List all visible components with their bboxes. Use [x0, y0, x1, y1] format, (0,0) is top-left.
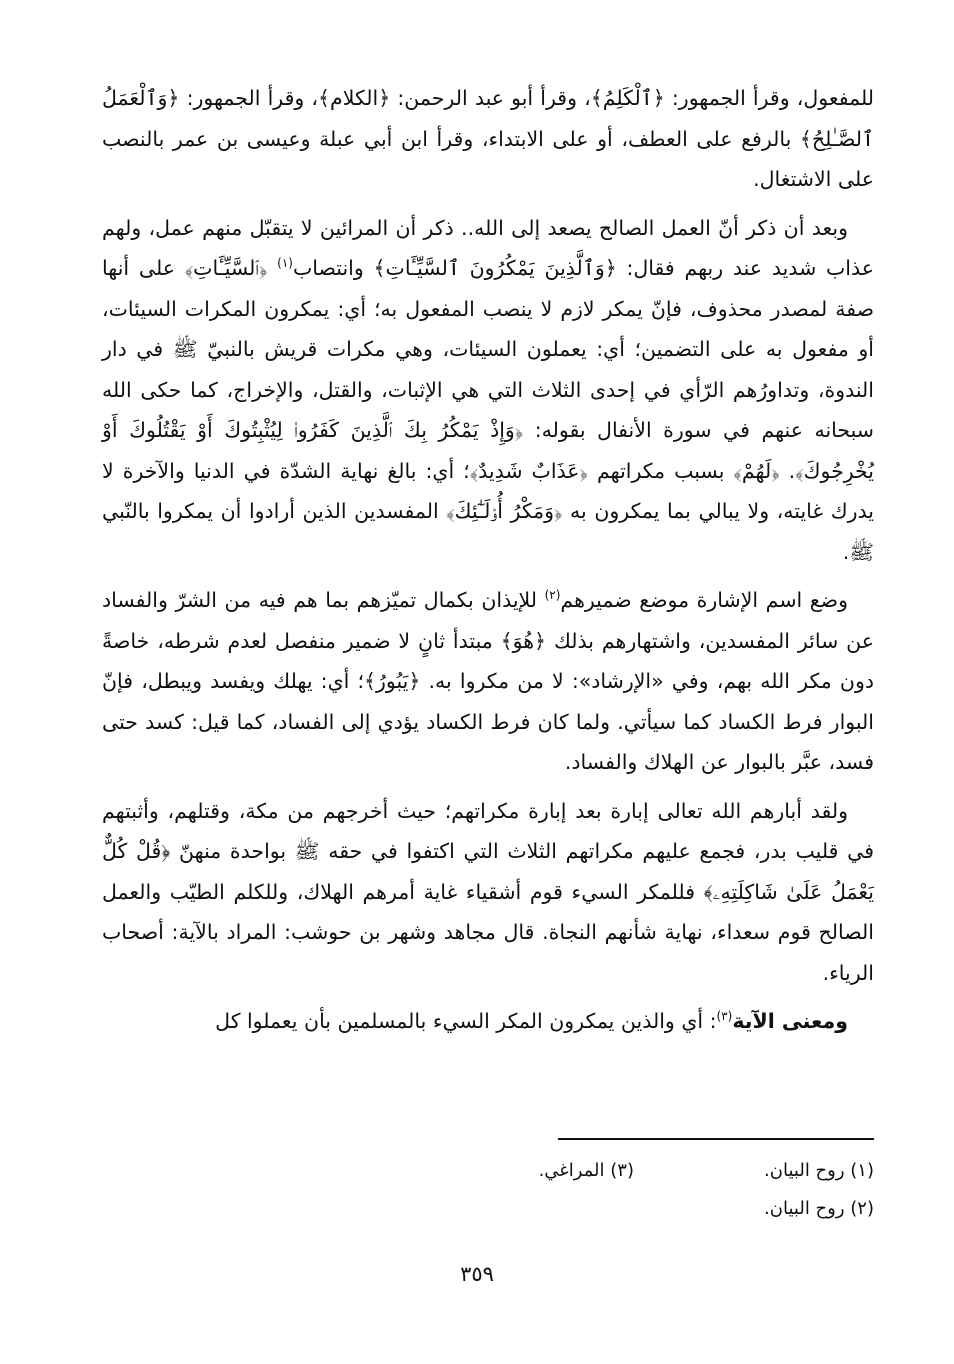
footnote-ref-3: (٣)	[716, 1009, 733, 1024]
paragraph-3-text-b: للإيذان بكمال تميّزهم بما هم فيه من الشرّ والفساد عن سائر المفسدين، واشتهارهم بذلك ﴿هُوَ﴾ مبتدأ ثانٍ لا ضمير منفصل لعدم شرطه، خاصةً دون مكر الله بهم، وفي «الإرشاد»: لا من مكروا به. ﴿يَبُورُ﴾؛ أي: يهلك ويفسد ويبطل، فإنّ البوار فرط الكساد كما سيأتي. ولما كان فرط الكساد يؤدي إلى الفساد، كما قيل: كسد حتى فسد، عبَّر بالبوار عن الهلاك والفساد.	[102, 588, 874, 774]
footnote-row-2	[314, 1190, 874, 1228]
paragraph-1-text: للمفعول، وقرأ الجمهور: ﴿ٱلْكَلِمُ﴾، وقرأ أبو عبد الرحمن: ﴿الكلام﴾، وقرأ الجمهور: ﴿وَٱلْعَمَلُ ٱلصَّـٰلِحُ﴾ بالرفع على العطف، أو على الابتداء، وقرأ ابن أبي عبلة وعيسى بن عمر بالنصب على الاشتغال.	[102, 86, 874, 191]
paragraph-5	[102, 1001, 874, 1042]
paragraph-1	[102, 78, 874, 200]
page-number: ٣٥٩	[460, 1262, 494, 1286]
footnote-2: (٢) روح البيان.	[764, 1198, 874, 1219]
paragraph-3-text-a: وضع اسم الإشارة موضع ضميرهم	[560, 588, 848, 612]
footnote-3: (٣) المراغي.	[538, 1160, 634, 1181]
paragraph-2-text-a: وبعد أن ذكر أنّ العمل الصالح يصعد إلى الله.. ذكر أن المرائين لا يتقبّل منهم عمل، ولهم عذاب شديد عند ربهم فقال: ﴿وَٱلَّذِينَ يَمْكُرُونَ ٱلسَّيِّـَٔاتِ﴾ وانتصاب	[102, 215, 874, 280]
paragraph-5-text: : أي والذين يمكرون المكر السيء بالمسلمين بأن يعملوا كل	[215, 1009, 717, 1033]
footnote-separator	[558, 1138, 874, 1140]
paragraph-3	[102, 580, 874, 783]
footnotes	[314, 1152, 874, 1228]
footnote-ref-2: (٢)	[544, 588, 561, 603]
paragraph-4	[102, 791, 874, 994]
paragraph-2	[102, 208, 874, 573]
paragraph-2-text-b: ﴿ٱلسَّيِّـَٔاتِ﴾ على أنها صفة لمصدر محذوف، فإنّ يمكر لازم لا ينصب المفعول به؛ أي: يمكرون المكرات السيئات، أو مفعول به على التضمين؛ أي: يعملون السيئات، وهي مكرات قريش بالنبيّ ﷺ في دار الندوة، وتداورُهم الرّأي في إحدى الثلاث التي هي الإثبات، والقتل، والإخراج، كما حكى الله سبحانه عنهم في سورة الأنفال بقوله: ﴿وَإِذْ يَمْكُرُ بِكَ ٱلَّذِينَ كَفَرُوا۟ لِيُثْبِتُوكَ أَوْ يَقْتُلُوكَ أَوْ يُخْرِجُوكَ﴾. ﴿لَهُمْ﴾ بسبب مكراتهم ﴿عَذَابٌ شَدِيدٌ﴾؛ أي: بالغ نهاية الشدّة في الدنيا والآخرة لا يدرك غايته، ولا يبالي بما يمكرون به ﴿وَمَكْرُ أُو۟لَـٰٓئِكَ﴾ المفسدين الذين أرادوا أن يمكروا بالنّبي ﷺ.	[102, 256, 874, 564]
footnote-1: (١) روح البيان.	[764, 1160, 874, 1181]
main-text	[102, 78, 874, 1050]
footnote-ref-1: (١)	[277, 256, 293, 271]
paragraph-5-lead: ومعنى الآية	[732, 1009, 848, 1033]
paragraph-4-text: ولقد أبارهم الله تعالى إبارة بعد إبارة مكراتهم؛ حيث أخرجهم من مكة، وقتلهم، وأثبتهم في قليب بدر، فجمع عليهم مكراتهم الثلاث التي اكتفوا في حقه ﷺ بواحدة منهنّ ﴿قُلْ كُلٌّ يَعْمَلُ عَلَىٰ شَاكِلَتِهِۦ﴾ فللمكر السيء قوم أشقياء غاية أمرهم الهلاك، وللكلم الطيّب والعمل الصالح قوم سعداء، نهاية شأنهم النجاة. قال مجاهد وشهر بن حوشب: المراد بالآية: أصحاب الرياء.	[102, 798, 874, 985]
footnote-row-1	[314, 1152, 874, 1190]
